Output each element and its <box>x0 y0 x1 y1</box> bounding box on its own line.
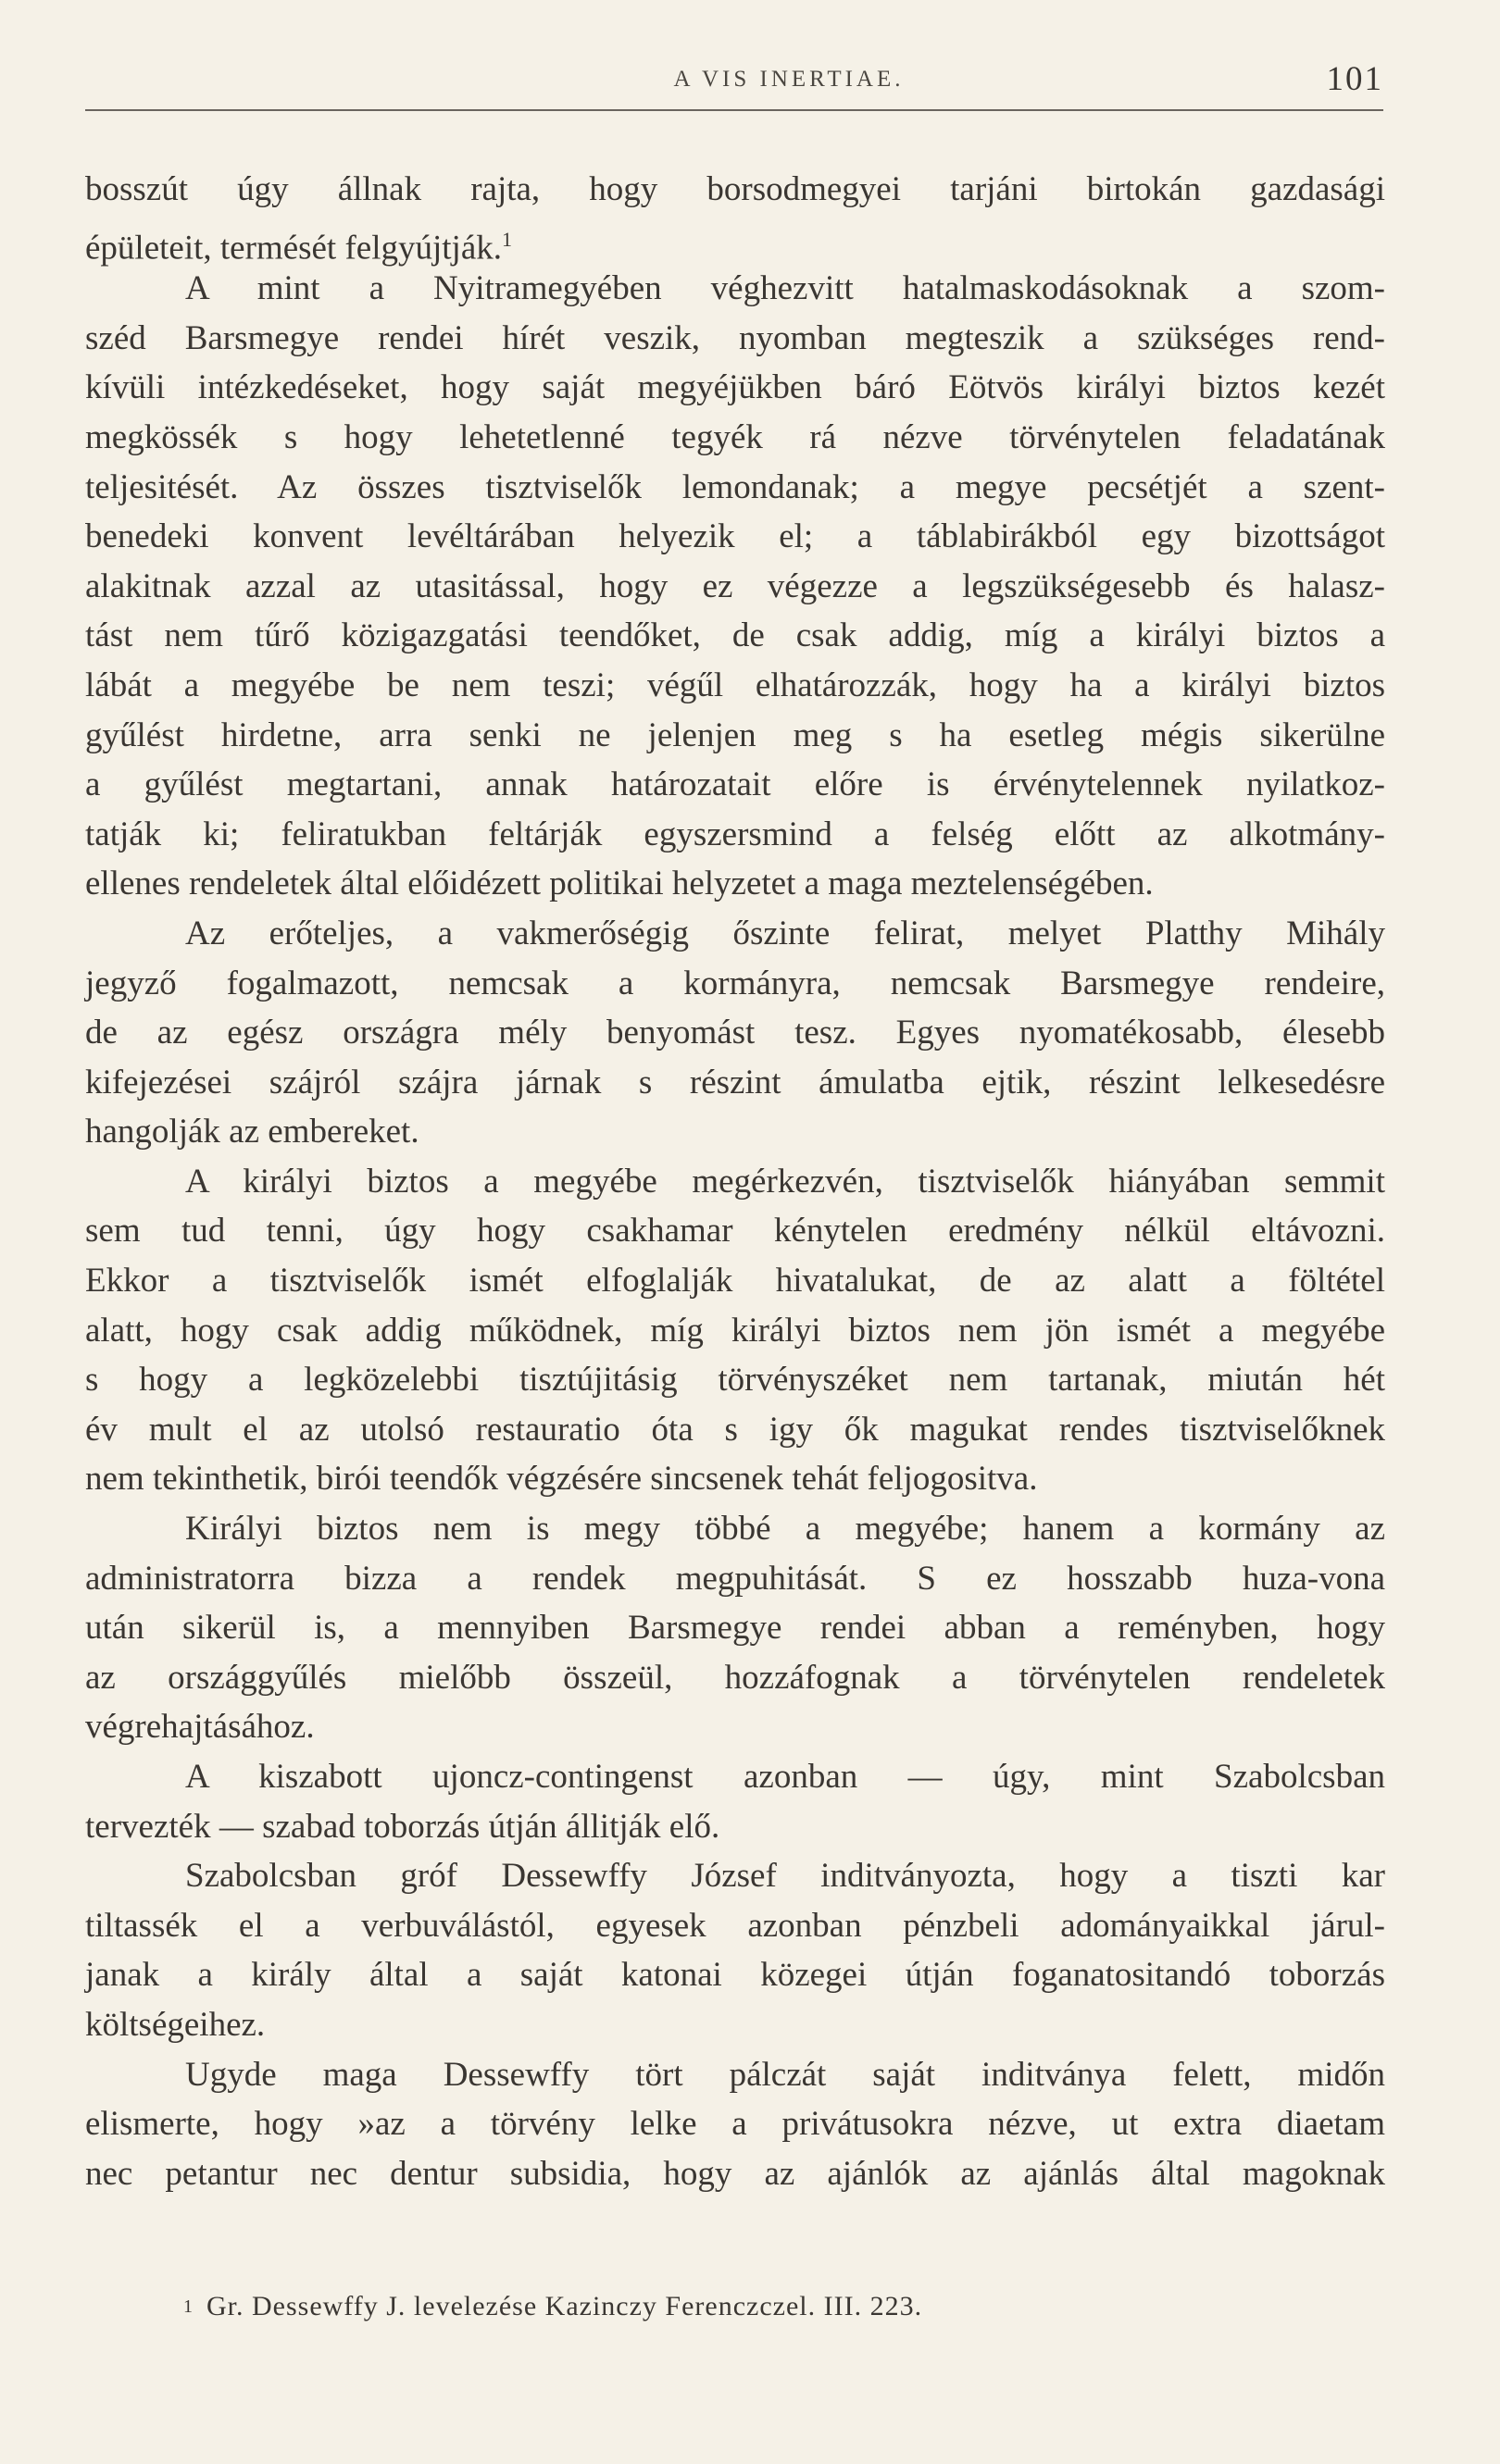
text-line-content: nec petantur nec dentur subsidia, hogy az ajánlók az ajánlás által magoknak <box>85 2154 1385 2193</box>
text-line <box>85 1256 1385 1306</box>
text-line-content: A kiszabott ujoncz-contingenst azonban — úgy, mint Szabolcsban <box>185 1758 1385 1796</box>
text-line-content: után sikerül is, a mennyiben Barsmegye rendei abban a reményben, hogy <box>85 1609 1385 1648</box>
text-line-content: Ugyde maga Dessewffy tört pálczát saját inditványa felett, midőn <box>185 2055 1385 2094</box>
text-line <box>85 1603 1385 1653</box>
text-line-content: széd Barsmegye rendei hírét veszik, nyomban megteszik a szükséges rend- <box>85 318 1385 357</box>
text-line-content: tást nem tűrő közigazgatási teendőket, de csak addig, míg a királyi biztos a <box>85 616 1385 655</box>
text-line <box>85 1206 1385 1256</box>
text-line-content: lábát a megyébe be nem teszi; végűl elhatározzák, hogy ha a királyi biztos <box>85 666 1385 704</box>
text-line <box>85 512 1385 562</box>
text-line-content: elismerte, hogy »az a törvény lelke a privátusokra nézve, ut extra diaetam <box>85 2105 1385 2144</box>
footnote-mark: 1 <box>183 2296 194 2317</box>
text-line <box>85 1802 1385 1852</box>
text-line <box>85 1405 1385 1455</box>
text-line <box>85 2000 1385 2050</box>
text-line <box>85 1107 1385 1157</box>
footnote <box>183 2288 1294 2325</box>
text-line <box>85 1355 1385 1405</box>
text-line <box>85 413 1385 463</box>
footnote-reference: 1 <box>502 227 512 251</box>
text-line <box>85 611 1385 661</box>
text-line-content: gyűlést hirdetne, arra senki ne jelenjen meg s ha esetleg mégis sikerülne <box>85 716 1385 754</box>
text-line-content: megkössék s hogy lehetetlenné tegyék rá nézve törvénytelen feladatának <box>85 417 1385 456</box>
text-line-content: tiltassék el a verbuválástól, egyesek azonban pénzbeli adományaikkal járul- <box>85 1906 1385 1945</box>
text-line <box>85 463 1385 513</box>
text-line-content: de az egész országra mély benyomást tesz. Egyes nyomatékosabb, élesebb <box>85 1014 1385 1052</box>
text-line <box>85 1058 1385 1108</box>
text-line-content: az országgyűlés mielőbb összeül, hozzáfognak a törvénytelen rendeletek <box>85 1658 1385 1697</box>
text-line-content: nem tekinthetik, birói teendők végzésére sincsenek tehát feljogositva. <box>85 1460 1038 1499</box>
text-line <box>85 1950 1385 2000</box>
text-line-content: sem tud tenni, úgy hogy csakhamar kénytelen eredmény nélkül eltávozni. <box>85 1212 1385 1251</box>
text-line-content: Szabolcsban gróf Dessewffy József inditványozta, hogy a tiszti kar <box>185 1857 1385 1896</box>
text-line <box>85 562 1385 612</box>
text-line <box>85 363 1385 413</box>
body-text <box>85 165 1385 2198</box>
text-line <box>85 1157 1385 1207</box>
page-number: 101 <box>1326 60 1383 98</box>
text-line <box>85 810 1385 860</box>
text-line <box>85 1901 1385 1951</box>
text-line <box>85 760 1385 810</box>
text-line-content: végrehajtásához. <box>85 1708 315 1747</box>
text-line <box>85 959 1385 1009</box>
text-line <box>85 1306 1385 1356</box>
text-line-content: teljesitését. Az összes tisztviselők lemondanak; a megye pecsétjét a szent- <box>85 467 1385 506</box>
text-line <box>85 1702 1385 1752</box>
text-line-content: s hogy a legközelebbi tisztújitásig törvényszéket nem tartanak, miután hét <box>85 1361 1385 1400</box>
text-line <box>85 264 1385 314</box>
text-line-content: A királyi biztos a megyébe megérkezvén, tisztviselők hiányában semmit <box>185 1162 1385 1201</box>
running-title: A VIS INERTIAE. <box>673 67 905 92</box>
text-line <box>85 1504 1385 1554</box>
text-line <box>85 165 1385 215</box>
text-line-content: kívüli intézkedéseket, hogy saját megyéjükben báró Eötvös királyi biztos kezét <box>85 368 1385 407</box>
text-line-content: ellenes rendeletek által előidézett politikai helyzetet a maga meztelenségében. <box>85 865 1154 903</box>
text-line-content: költségeihez. <box>85 2005 266 2044</box>
text-line <box>85 2149 1385 2199</box>
text-line-content: alakitnak azzal az utasitással, hogy ez végezze a legszükségesebb és halasz- <box>85 566 1385 605</box>
text-line-content: év mult el az utolsó restauratio óta s igy ők magukat rendes tisztviselőknek <box>85 1410 1385 1449</box>
text-line-content: administratorra bizza a rendek megpuhitását. S ez hosszabb huza-vona <box>85 1559 1385 1598</box>
text-line-content: Az erőteljes, a vakmerőségig őszinte felirat, melyet Platthy Mihály <box>185 914 1385 952</box>
text-line <box>85 711 1385 761</box>
text-line-content: janak a király által a saját katonai közegei útján foganatositandó toborzás <box>85 1956 1385 1995</box>
text-line-content: alatt, hogy csak addig működnek, míg királyi biztos nem jön ismét a megyébe <box>85 1311 1385 1350</box>
text-line <box>85 909 1385 959</box>
text-line <box>85 1851 1385 1901</box>
running-head <box>85 54 1383 111</box>
text-line <box>85 314 1385 364</box>
text-line <box>85 2050 1385 2100</box>
text-line-content: hangolják az embereket. <box>85 1113 419 1151</box>
text-line-content: Királyi biztos nem is megy többé a megyébe; hanem a kormány az <box>185 1510 1385 1549</box>
text-line <box>85 1752 1385 1802</box>
text-line-content: tatják ki; feliratukban feltárják egyszersmind a felség előtt az alkotmány- <box>85 815 1385 853</box>
text-line <box>85 1653 1385 1703</box>
text-line-content: a gyűlést megtartani, annak határozatait előre is érvénytelennek nyilatkoz- <box>85 765 1385 804</box>
text-line <box>85 215 1385 265</box>
text-line <box>85 859 1385 909</box>
text-line <box>85 661 1385 711</box>
text-line-content: épületeit, termését felgyújtják. <box>85 228 502 267</box>
text-line-content: bosszút úgy állnak rajta, hogy borsodmegyei tarjáni birtokán gazdasági <box>85 170 1385 208</box>
text-line-content: jegyző fogalmazott, nemcsak a kormányra, nemcsak Barsmegye rendeire, <box>85 964 1385 1002</box>
text-line <box>85 1454 1385 1504</box>
text-line-content: Ekkor a tisztviselők ismét elfoglalják hivatalukat, de az alatt a föltétel <box>85 1262 1385 1300</box>
text-line-content: benedeki konvent levéltárában helyezik el; a táblabirákból egy bizottságot <box>85 517 1385 556</box>
text-line-content: kifejezései szájról szájra járnak s részint ámulatba ejtik, részint lelkesedésre <box>85 1063 1385 1101</box>
text-line <box>85 1554 1385 1604</box>
text-line <box>85 1008 1385 1058</box>
text-line-content: tervezték — szabad toborzás útján állitják elő. <box>85 1807 720 1846</box>
footnote-text: Gr. Dessewffy J. levelezése Kazinczy Ferenczczel. III. 223. <box>206 2291 923 2321</box>
text-line-content: A mint a Nyitramegyében véghezvitt hatalmaskodásoknak a szom- <box>185 269 1385 308</box>
text-line <box>85 2099 1385 2149</box>
